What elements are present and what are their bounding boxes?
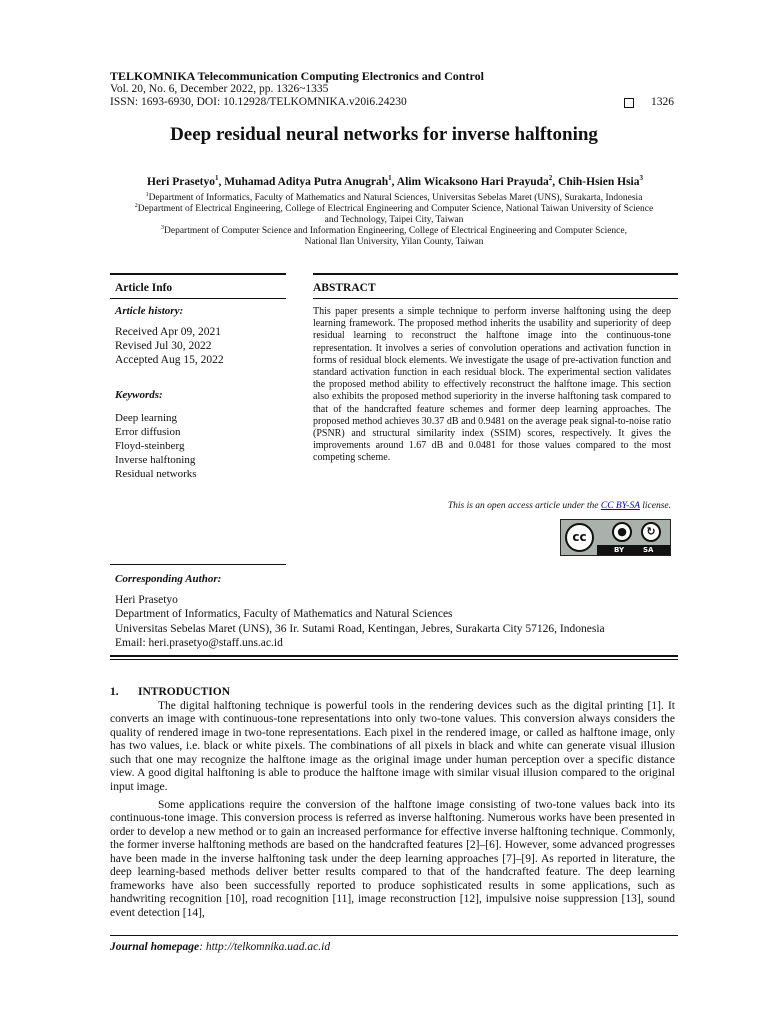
issn-doi: ISSN: 1693-6930, DOI: 10.12928/TELKOMNIKA.v20i6.24230 [110,96,407,108]
license-note: This is an open access article under the CC BY-SA license. [447,501,671,511]
author-sup: 3 [639,174,643,182]
badge-sa-label: SA [643,546,654,554]
keyword-item: Residual networks [115,468,197,480]
badge-by-label: BY [614,546,625,554]
author-name: Alim Wicaksono Hari Prayuda [396,175,549,188]
homepage-url[interactable]: : http://telkomnika.uad.ac.id [199,941,331,953]
keyword-item: Inverse halftoning [115,454,196,466]
corresponding-dept: Department of Informatics, Faculty of Mathematics and Natural Sciences [115,608,453,620]
corresponding-heading: Corresponding Author: [115,573,222,585]
section-heading [110,686,230,698]
badge-strip [597,545,670,555]
keywords-heading: Keywords: [115,389,163,401]
keyword-item: Floyd-steinberg [115,440,185,452]
cc-by-sa-badge[interactable] [560,519,671,556]
author-sup: 1 [388,174,392,182]
homepage-label: Journal homepage [110,941,200,953]
share-alike-icon: ↻ [641,522,661,542]
page-number: 1326 [651,96,674,108]
intro-paragraph-2: Some applications require the conversion of the halftone image consisting of two-tone values back into its continuous-tone image. This conversion process is referred as inverse halftoning. Numerous works have been presented in order to develop a new method or to gain an increased performance for effective inverse halftoning technique. Commonly, the former inverse halftoning methods are based on the handcrafted features [2]–[6]. However, some advanced progresses have been made in the inverse halftoning task under the deep learning approaches [7]–[9]. As reported in literature, the deep learning-based methods deliver better results compared to that of the handcrafted feature. The deep learning frameworks have also been successfully reported to produce sophisticated results in some applications, such as handwriting recognition [10], road recognition [11], image reconstruction [12], impulsive noise suppression [13], sound event detection [14], [110,799,675,919]
affiliation-3: $^3$Department of Computer Science and Information Engineering, College of Electrical Engineering and Computer Science, National Ilan University, Yilan County, Taiwan [161,225,627,248]
history-revised: Revised Jul 30, 2022 [115,340,212,352]
divider [110,655,678,657]
author-list: Heri Prasetyo$^1$, Muhamad Aditya Putra Anugrah$^1$, Alim Wicaksono Hari Prayuda$^2$, Chih-Hsien Hsia$^3$ [147,174,643,188]
corresponding-address: Universitas Sebelas Maret (UNS), 36 Ir. Sutami Road, Kentingan, Jebres, Surakarta City 57126, Indonesia [115,623,605,635]
corresponding-name: Heri Prasetyo [115,594,178,606]
divider [110,935,678,936]
author-name: Heri Prasetyo [147,175,216,188]
history-received: Received Apr 09, 2021 [115,326,222,338]
history-heading: Article history: [115,305,184,317]
divider [313,298,678,299]
journal-name: TELKOMNIKA Telecommunication Computing Electronics and Control [110,69,484,83]
paper-title: Deep residual neural networks for inverse halftoning [170,124,598,145]
divider [110,273,286,275]
abstract-heading: ABSTRACT [313,282,376,294]
divider [313,273,678,275]
cc-by-sa-link[interactable]: CC BY-SA [600,501,640,511]
author-name: Chih-Hsien Hsia [558,175,640,188]
author-sup: 2 [548,174,553,182]
creative-commons-icon: cc [565,523,594,552]
corresponding-email[interactable]: Email: heri.prasetyo@staff.uns.ac.id [115,637,283,649]
history-accepted: Accepted Aug 15, 2022 [115,354,224,366]
journal-homepage [110,941,330,953]
article-info-heading: Article Info [115,282,173,294]
affiliation-2: $^2$Department of Electrical Engineering, College of Electrical Engineering and Computer Science, National Taiwan University of Science and Technology, Taipei City, Taiwan [134,203,654,226]
keyword-item: Error diffusion [115,426,181,438]
divider [110,564,286,565]
person-icon: ● [612,522,632,542]
section-number: 1. [110,686,119,698]
author-sup: 1 [215,174,219,182]
divider [110,659,678,660]
intro-paragraph-1: The digital halftoning technique is powerful tools in the rendering devices such as the digital printing [1]. It converts an image with continuous-tone representations into only two-tone values. This conversion always considers the quality of rendered image in two-tone representations. Each pixel in the rendered image, or called as halftone image, only has two values, i.e. black or white pixels. The combinations of all pixels in black and white can generate visual illusion such that one may recognize the halftone image as the original image under human perception over a specific distance view. A good digital halftoning is able to produce the halftone image with similar visual illusion compared to the original input image. [110,700,675,793]
divider [110,298,286,299]
section-title: INTRODUCTION [138,686,231,698]
abstract-text: This paper presents a simple technique to perform inverse halftoning using the deep learning framework. The proposed method inherits the usability and superiority of deep residual learning to reconstruct the halftone image into the continuous-tone representation. It involves a series of convolution operations and activation function in forms of residual block elements. We investigate the usage of pre-activation function and standard activation function in each residual block. The experimental section validates the proposed method ability to effectively reconstruct the halftone image. This section also exhibits the proposed method superiority in the inverse halftoning task compared to that of the handcrafted feature schemes and former deep learning approaches. The proposed method achieves 30.37 dB and 0.9481 on the average peak signal-to-noise ratio (PSNR) and structural similarity index (SSIM) scores, respectively. It gives the improvements around 1.67 dB and 0.0481 for those values compared to the most competing scheme. [313,306,671,464]
keyword-item: Deep learning [115,412,177,424]
author-name: Muhamad Aditya Putra Anugrah [224,175,389,188]
affiliation-1: $^1$Department of Informatics, Faculty of Mathematics and Natural Sciences, Universitas Sebelas Maret (UNS), Surakarta, Indonesia [145,192,643,204]
square-icon [624,98,634,108]
volume-info: Vol. 20, No. 6, December 2022, pp. 1326~1335 [110,83,329,95]
